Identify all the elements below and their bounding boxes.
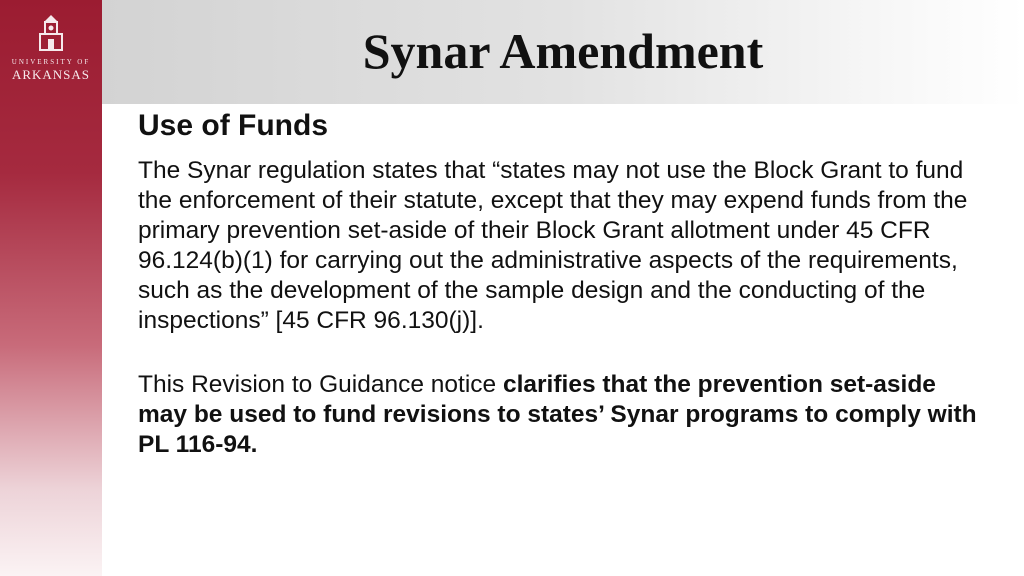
logo-text-university-of: UNIVERSITY OF <box>11 58 91 66</box>
sidebar-band <box>0 0 102 576</box>
logo-text-arkansas: ARKANSAS <box>11 67 91 82</box>
slide-body <box>138 108 988 460</box>
university-logo <box>8 14 94 90</box>
paragraph-regulation: The Synar regulation states that “states may not use the Block Grant to fund the enforcement of their statute, except that they may expend funds from the primary prevention set-aside of their Block Grant allotment under 45 CFR 96.124(b)(1) for carrying out the administrative aspects of the requirements, such as the development of the sample design and the conducting of the inspections” [45 CFR 96.130(j)]. <box>138 157 968 334</box>
title-banner <box>102 0 1024 104</box>
slide-title: Synar Amendment <box>362 23 764 79</box>
paragraph-revision-plain: This Revision to Guidance notice <box>138 371 503 398</box>
old-main-tower-icon <box>36 14 66 54</box>
section-heading: Use of Funds <box>138 109 329 142</box>
paragraph-revision <box>138 370 988 460</box>
paragraph-revision-bold: clarifies that the prevention set-aside may be used to fund revisions to states’ Synar programs to comply with PL 116-94. <box>138 371 977 458</box>
